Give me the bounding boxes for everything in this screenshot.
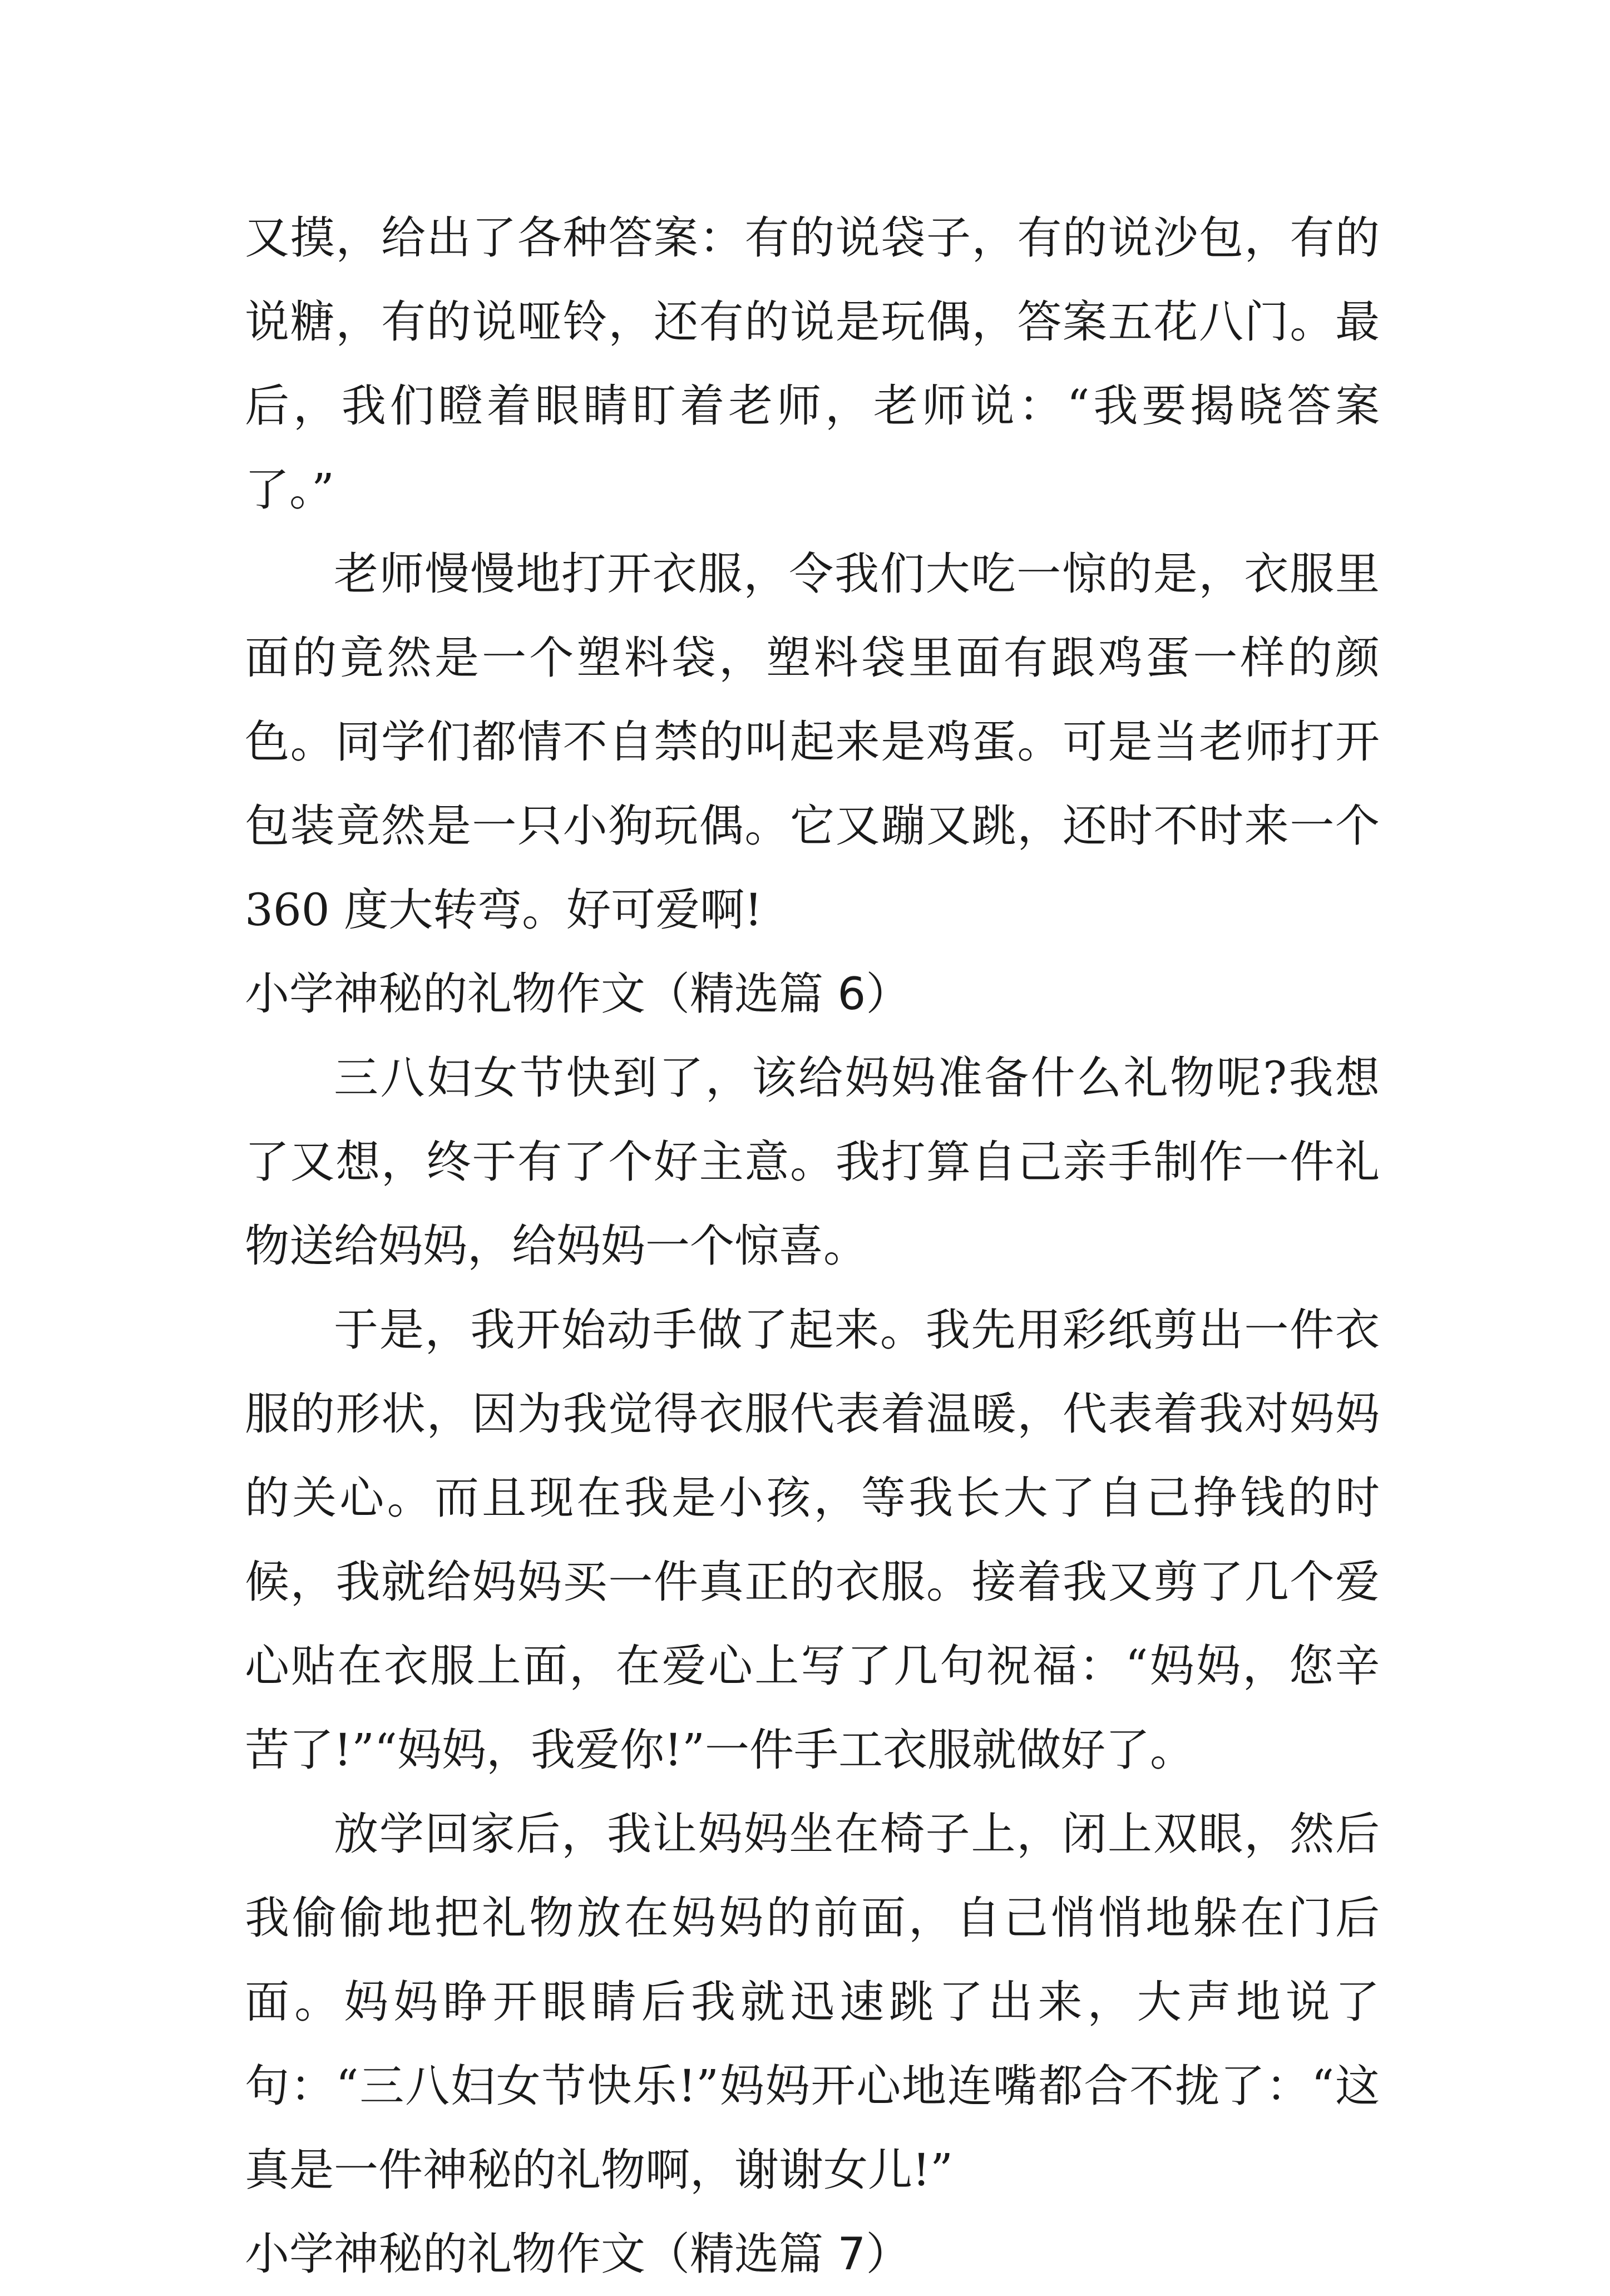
body-paragraph: 于是，我开始动手做了起来。我先用彩纸剪出一件衣服的形状，因为我觉得衣服代表着温暖，代表着我对妈妈的关心。而且现在我是小孩，等我长大了自己挣钱的时候，我就给妈妈买一件真正的衣服。接着我又剪了几个爱心贴在衣服上面，在爱心上写了几句祝福：“妈妈，您辛苦了!”“妈妈，我爱你!”一件手工衣服就做好了。 bbox=[245, 1304, 1380, 1776]
section-heading: 小学神秘的礼物作文（精选篇 6） bbox=[245, 968, 911, 1020]
continuation-paragraph: 又摸，给出了各种答案：有的说袋子，有的说沙包，有的说糖，有的说哑铃，还有的说是玩偶，答案五花八门。最后，我们瞪着眼睛盯着老师，老师说：“我要揭晓答案了。” bbox=[245, 212, 1380, 516]
section-heading: 小学神秘的礼物作文（精选篇 7） bbox=[245, 2228, 911, 2280]
body-paragraph: 老师慢慢地打开衣服，令我们大吃一惊的是，衣服里面的竟然是一个塑料袋，塑料袋里面有跟鸡蛋一样的颜色。同学们都情不自禁的叫起来是鸡蛋。可是当老师打开包装竟然是一只小狗玩偶。它又蹦又跳，还时不时来一个 360 度大转弯。好可爱啊! bbox=[245, 548, 1380, 936]
body-paragraph: 三八妇女节快到了，该给妈妈准备什么礼物呢?我想了又想，终于有了个好主意。我打算自己亲手制作一件礼物送给妈妈，给妈妈一个惊喜。 bbox=[245, 1052, 1380, 1272]
body-paragraph: 放学回家后，我让妈妈坐在椅子上，闭上双眼，然后我偷偷地把礼物放在妈妈的前面，自己悄悄地躲在门后面。妈妈睁开眼睛后我就迅速跳了出来，大声地说了句：“三八妇女节快乐!”妈妈开心地连嘴都合不拢了：“这真是一件神秘的礼物啊，谢谢女儿!” bbox=[245, 1808, 1380, 2196]
document-body bbox=[245, 196, 1380, 2296]
